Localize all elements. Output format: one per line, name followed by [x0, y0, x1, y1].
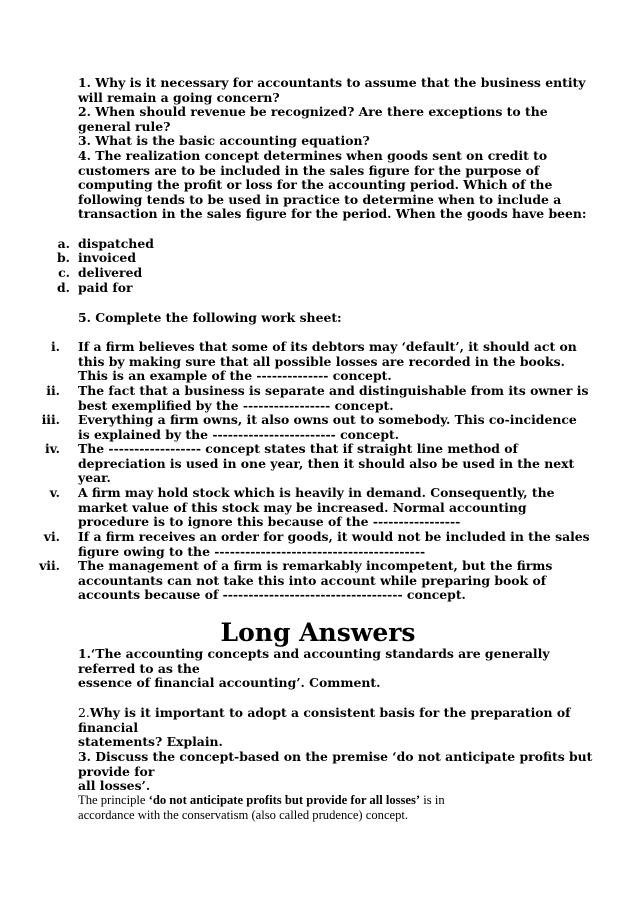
text-line: 3. What is the basic accounting equation? — [78, 133, 370, 148]
text-line: 3. Discuss the concept-based on the premise ‘do not anticipate profits but — [78, 749, 593, 764]
text-line: referred to as the — [78, 660, 200, 676]
long-question-2 — [78, 705, 571, 750]
text-line: provide for — [78, 763, 155, 779]
long-answers-heading: Long Answers — [220, 618, 416, 647]
text-line: The management of a firm is remarkably incompetent, but the firms — [78, 558, 553, 573]
question-1 — [78, 75, 586, 105]
text-line: market value of this stock may be increased. Normal accounting — [78, 499, 527, 515]
text-line: year. — [78, 470, 111, 486]
long-question-3 — [78, 749, 593, 794]
text-line: following tends to be used in practice to determine when to include a — [78, 191, 562, 207]
text-line: 1. Why is it necessary for accountants to assume that the business entity — [78, 75, 586, 90]
text-line: all losses’. — [78, 778, 151, 794]
text-line: accountants can not take this into account while preparing book of — [78, 572, 547, 588]
text-line: procedure is to ignore this because of the ----------------- — [78, 514, 461, 530]
text-line: depreciation is used in one year, then it should also be used in the next — [78, 455, 575, 471]
text-line: this by making sure that all possible losses are recorded in the books. — [78, 353, 565, 369]
long-question-1 — [78, 647, 568, 691]
answer-line-2: accordance with the conservatism (also called prudence) concept. — [78, 807, 409, 822]
option-marker: a. — [57, 236, 70, 251]
item-marker: vii. — [39, 558, 60, 573]
option-text: delivered — [78, 265, 143, 280]
text-line: A firm may hold stock which is heavily in demand. Consequently, the — [78, 485, 555, 500]
text-line: This is an example of the -------------- concept. — [78, 368, 392, 384]
question-2 — [78, 105, 568, 134]
question-4 — [78, 148, 587, 222]
question-number: 2. — [78, 705, 90, 720]
text-line: will remain a going concern? — [78, 89, 280, 105]
answer-bold: ‘do not anticipate profits but provide for all losses’ — [148, 793, 421, 807]
item-marker: iv. — [45, 441, 60, 456]
text-line: Why is it important to adopt a consistent basis for the preparation of — [89, 705, 571, 720]
text-line: 4. The realization concept determines when goods sent on credit to — [78, 148, 548, 163]
text-line: transaction in the sales figure for the period. When the goods have been: — [78, 206, 587, 222]
text-line: computing the profit or loss for the accounting period. Which of the — [78, 177, 553, 193]
item-marker: v. — [49, 485, 60, 500]
text-line: customers are to be included in the sales figure for the purpose of — [78, 162, 540, 178]
worksheet-heading — [78, 311, 568, 326]
text-line: 2. When should revenue be recognized? Are there exceptions to the — [78, 104, 548, 119]
text-line: The ------------------ concept states that if straight line method of — [78, 441, 518, 456]
option-text: paid for — [78, 280, 133, 295]
worksheet-heading-text: 5. Complete the following work sheet: — [78, 310, 342, 325]
text-line: figure owing to the ----------------------------------------- — [78, 543, 426, 559]
answer-suffix: is in — [420, 793, 445, 807]
text-line: The fact that a business is separate and distinguishable from its owner is — [78, 383, 589, 398]
text-line: accounts because of ----------------------------------- concept. — [78, 587, 466, 603]
text-line: 1.‘The accounting concepts and accounting standards are generally — [78, 646, 550, 661]
text-line: If a firm believes that some of its debtors may ‘default’, it should act on — [78, 339, 577, 354]
answer-paragraph — [78, 793, 445, 822]
text-line: best exemplified by the ----------------- concept. — [78, 397, 394, 413]
text-line: essence of financial accounting’. Comment. — [78, 675, 381, 691]
text-line: is explained by the ------------------------ concept. — [78, 426, 400, 442]
option-text: invoiced — [78, 250, 136, 265]
option-text: dispatched — [78, 236, 154, 251]
answer-prefix: The principle — [78, 793, 149, 807]
option-marker: c. — [58, 265, 70, 280]
question-3 — [78, 134, 568, 149]
item-marker: i. — [50, 339, 60, 354]
item-marker: iii. — [41, 412, 60, 427]
text-line: Everything a firm owns, it also owns out to somebody. This co-incidence — [78, 412, 577, 427]
text-line: If a firm receives an order for goods, it would not be included in the sales — [78, 529, 590, 544]
text-line: statements? Explain. — [78, 734, 223, 750]
text-line: general rule? — [78, 118, 171, 134]
text-line: financial — [78, 719, 139, 735]
item-marker: ii. — [46, 383, 60, 398]
item-marker: vi. — [43, 529, 60, 544]
option-marker: d. — [57, 280, 70, 295]
option-marker: b. — [57, 250, 70, 265]
